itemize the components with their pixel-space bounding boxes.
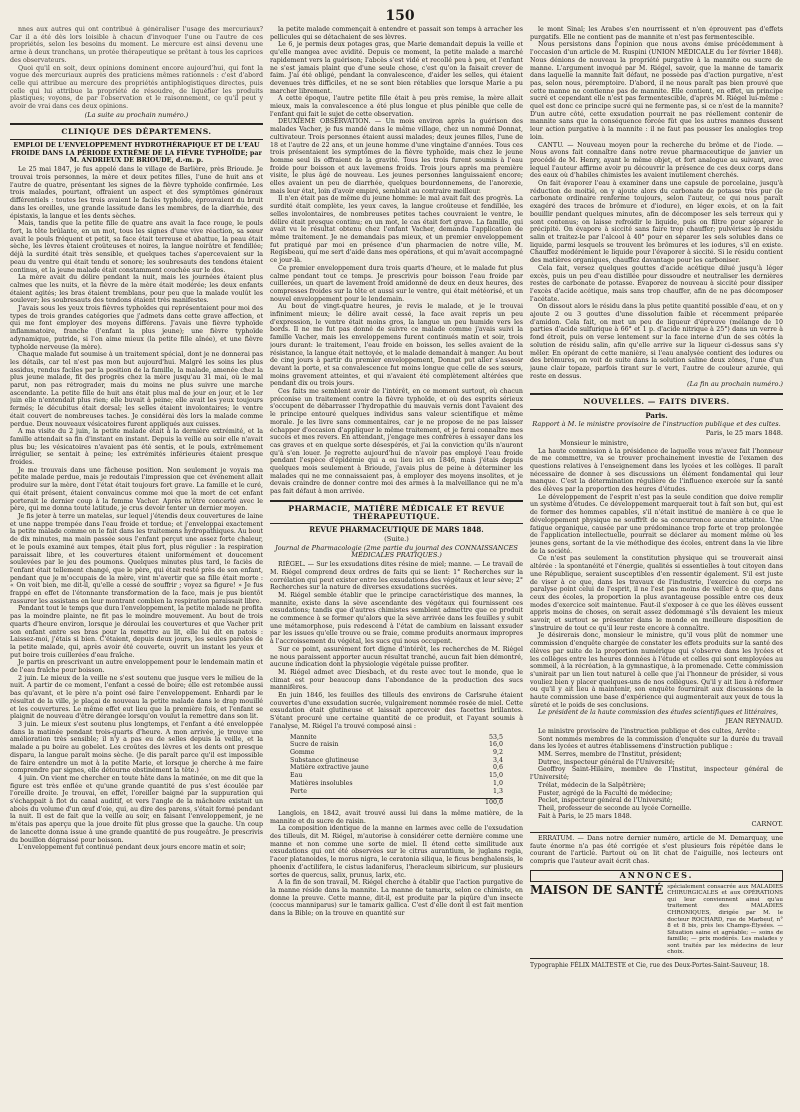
- paragraph: L'enveloppement fut continué pendant deux jours encore matin et soir;: [18, 844, 246, 852]
- paragraph: On fait évaporer l'eau à examiner dans une capsule de porcelaine, jusqu'à réduction de moitié, on y ajoute alors du carbonate de potasse très pur (le carbonate ordinaire renferme toujours, selon l'auteur, ce qui nous paraît exagéré des traces de brômure et d'iodure), en léger excès, et on la fait bouillir pendant quelques minutes, afin de décomposer les sels terreux qui y sont contenus; on laisse refroidir le liquide, puis on filtre pour séparer le précipité. On évapore à siccité sans faire trop chauffer; pulvérisez le résidu salin et traitez-le par l'alcool à 40° pour en séparer les sels solubles dans ce liquide, parmi lesquels se trouvent les brômures et les iodures, s'il en existe. Chauffez modérément le liquide pour l'évaporer à siccité. Si le résidu contient des matières organiques, chauffez davantage pour les carboniser.: [530, 180, 783, 265]
- table-row: [290, 749, 503, 757]
- paragraph: Fait à Paris, le 25 mars 1848.: [538, 812, 632, 820]
- table-cell-value: 1,3: [492, 787, 503, 795]
- section-title-pharmacie: PHARMACIE, MATIÈRE MÉDICALE ET REVUE THÉRAPEUTIQUE.: [288, 503, 505, 521]
- paragraph: Le développement de l'esprit n'est pas la seule condition que doive remplir un système d'études. Ce développement marquerait tout à fait son but, qui est de former des hommes capables, s'il n'était institué de manière à ce que le développement physique ne souffrît de sa concurrence aucune atteinte. Une fatigue organique, causée par une prédominance trop forte et trop prolongée de l'application intellectuelle, pourrait se déclarer au moment même où les jeunes gens, sortant de la vie méthodique des écoles, entrent dans la vie libre de la société.: [530, 493, 783, 555]
- paragraph: En juin 1846, les feuilles des tilleuls des environs de Carlsruhe étaient couvertes d'une exsudation sucrée, vulgairement nommée rosée de miel. Cette exsudation était glutineuse et laissait apercevoir des facettes brillantes. S'étant procuré une certaine quantité de ce produit, et l'ayant soumis à l'analyse, M. Riégel l'a trouvé composé ainsi :: [270, 692, 523, 730]
- paragraph: 3 juin. Le mieux s'est soutenu plus longtemps, et l'enfant a été enveloppée dans la matinée pendant trois-quarts d'heure. A mon arrivée, je trouve une amélioration très sensible; il n'y a pas eu de selles depuis la veille, et la malade a pu boire au gobelet. Les croûtes des lèvres et les dents ont presque disparu, la langue paraît moins sèche. (Je dis paraît parce qu'il est impossible de faire entendre un mot à la petite Marie, et lorsque je cherche à me faire comprendre par signes, elle détourne obstinément la tête.): [10, 720, 263, 775]
- divider: [530, 832, 783, 833]
- table-cell-name: Gomme: [290, 748, 315, 756]
- divider: [10, 123, 263, 125]
- paragraph: Fuster, agrégé de la Faculté de médecine;: [538, 789, 673, 797]
- revue-body: [270, 561, 523, 730]
- article-conclusion: [270, 388, 523, 496]
- erratum: ERRATUM. — Dans notre dernier numéro, article de M. Demarquay, une faute énorme n'a pas été corrigée et s'est plusieurs fois répétée dans le courant de l'article. Partout où on lit chat de l'aiguille, nos lecteurs ont compris que l'auteur avait écrit chas.: [530, 835, 783, 866]
- table-cell-value: 3,4: [492, 756, 503, 764]
- revue-body-end: [530, 26, 783, 380]
- table-cell-value: 9,2: [492, 748, 503, 756]
- section-title-nouvelles: NOUVELLES. — FAITS DIVERS.: [583, 397, 730, 407]
- table-cell-name: Sucre de raisin: [290, 741, 339, 749]
- table-cell-name: Mannite: [290, 733, 317, 741]
- paragraph: CANTU. — Nouveau moyen pour la recherche du brôme et de l'iode. — Nous avons fait connaître dans notre revue pharmaceutique de janvier un procédé de M. Henry, ayant le même objet, et fort analogue au suivant, avec lequel l'auteur affirme avoir pu découvrir la présence de ces deux corps dans des eaux où d'habiles chimistes les avaient inutilement cherchés.: [530, 141, 783, 180]
- rapport-date: Paris, le 25 mars 1848.: [705, 429, 783, 438]
- paragraph: M. Riégel semble établir que le principe caractéristique des mannes, la mannite, existe dans la sève ascendante des végétaux qui fournissent ces exsudations; tandis que d'autres chimistes semblent admettre que ce produit ne commence à se former qu'alors que la sève arrivée dans les feuilles y subit une métamorphose, puis redescend à l'état de cambium en laissant exsuder par les issues qu'elle trouve ou se fraie, comme produits anormaux impropres à l'accroissement du végétal, les sucs qui nous occupent.: [270, 591, 523, 646]
- table-row: [290, 741, 503, 749]
- paragraph: J'avais sous les yeux trois fièvres typhoïdes qui représentaient pour moi des types de trois grandes catégories que j'admets dans cette grave affection, et qui me font employer des moyens différens. J'avais une fièvre typhoïde inflammatoire, franche (l'enfant la plus jeune); une fièvre typhoïde adynamique, putride, si l'on aime mieux (la petite fille aînée), et une fièvre typhoïde nerveuse (la mère).: [10, 305, 263, 351]
- ads-banner: ANNONCES.: [530, 870, 783, 882]
- paragraph: Au bout de vingt-quatre heures, je revis le malade, et je le trouvai infiniment mieux; le délire avait cessé, la face avait repris un peu d'expression, le ventre était moins gros, la langue un peu humide vers les bords. Il ne me fut pas donné de suivre ce malade comme j'avais suivi la famille Vacher, mais les enveloppemens furent continués matin et soir, trois jours durant: le traitement, l'eau froide en boisson, les selles avaient de la résistance, la langue était nettoyée, et le malade demandait à manger. Au bout de cinq jours à partir du premier enveloppement, Donnat put aller s'asseoir devant la porte, et sa convalescence fut moins longue que celle de ses sœurs, moins gravement atteintes, et qui n'avaient été complètement altérées que pendant dix ou trois jours.: [270, 303, 523, 388]
- paragraph: RIÉGEL. — Sur les exsudations dites résine de miel; manne. — Le travail de M. Riégel comprend deux ordres de faits qui se lient: 1° Recherches sur la corrélation qui peut exister entre les exsudations des végétaux et leur sève; 2° Recherches sur la nature de diverses exsudations sucrées.: [270, 561, 523, 592]
- paragraph: On dissout alors le résidu dans la plus petite quantité possible d'eau, et on y ajoute 2 ou 3 gouttes d'une dissolution faible et récemment préparée d'amidon. Cela fait, on met un peu de liqueur d'épreuve (mélange de 10 parties d'acide sulfurique à 66° et 1 p. d'acide nitrique à 25°) dans un verre à fond étroit, puis on verse lentement sur la face interne d'un de ses côtés la solution de résidu salin, afin qu'elle arrive sur la liqueur ci-dessus sans s'y mêler. En opérant de cette manière, si l'eau analysée contient des iodures ou des brômures, on voit de suite dans la solution saline deux zônes, l'une d'un jaune clair topaze, parfois tirant sur le vert, l'autre de couleur azurée, qui reste en dessus.: [530, 303, 783, 380]
- paragraph: La haute commission à la présidence de laquelle vous m'avez fait l'honneur de me commettre, va se trouver prochainement investie de l'examen des questions relatives à l'enseignement dans les lycées et les collèges. Il paraît nécessaire de donner à ses discussions un élément fondamental qui leur manque. C'est la détermination régulière de l'influence exercée sur la santé des élèves par la proportion des heures d'études.: [530, 447, 783, 494]
- table-row: [290, 757, 503, 765]
- table-cell-value: 15,0: [488, 772, 503, 780]
- paragraph: le mont Sinaï; les Arabes s'en nourrissent et n'en éprouvent pas d'effets purgatifs. Elle ne contient pas de mannite et n'est pas fermentescible.: [530, 26, 783, 41]
- paragraph: Theil, professeur de seconde au lycée Corneille.: [538, 804, 692, 812]
- paragraph: La mère avait du délire pendant la nuit, mais les journées étaient plus calmes que les nuits, et la fièvre de la mère était modérée; les deux enfants étaient agités; les bras étaient tremblans, pour peu que la malade voulût les soulever; les soubresauts des tendons étaient très manifestes.: [10, 274, 263, 305]
- continued-note: (La fin au prochain numéro.): [687, 380, 783, 389]
- signer-reynaud: JEAN REYNAUD.: [725, 717, 783, 726]
- rapport-title: Rapport à M. le ministre provisoire de l'instruction publique et des cultes.: [532, 420, 781, 429]
- paragraph: Pendant tout le temps que dura l'enveloppement, la petite malade ne profita pas la moindre plainte, ne fit pas le moindre mouvement. Au bout de trois quarts d'heure environ, lorsque je déroulai les couvertures et que Vacher prit son enfant entre ses bras pour la remettre au lit, elle lui dit en patois : Laissez-moi, j'étais si bien. C'étaient, depuis deux jours, les seules paroles de la petite malade, qui, après avoir été couverte, ouvrit un instant les yeux et put boire trois cuillerées d'eau fraîche.: [10, 605, 263, 659]
- article-title: EMPLOI DE L'ENVELOPPEMENT HYDROTHÉRAPIQUE ET DE L'EAU FROIDE DANS LA PÉRIODE EXTRÊME DE LA FIÈVRE TYPHOÏDE; par M. ANDRIEUX DE BRIOUDE, d.-m. p.: [11, 141, 262, 164]
- table-cell-value: 0,6: [492, 764, 503, 772]
- signoff: Le président de la haute commission des études scientifiques et littéraires,: [538, 709, 778, 717]
- page-number: 150: [385, 8, 415, 24]
- continued-note: (La suite au prochain numéro.): [84, 110, 189, 119]
- divider: [530, 409, 783, 410]
- paragraph: Ce premier enveloppement dura trois quarts d'heure, et le malade fut plus calme pendant tout ce temps. Je prescrivis pour boisson l'eau froide par cuillerées, un quart de lavement froid amidonné de deux en deux heures, des compresses froides sur la tête et aussi sur le ventre, qui était météorisé, et un nouvel enveloppement pour le lendemain.: [270, 264, 523, 303]
- section-title-clinique: CLINIQUE DES DÉPARTEMENS.: [61, 127, 212, 137]
- paragraph: Sur ce point, assurément fort digne d'intérêt, les recherches de M. Riégel ne nous paraissent apporter aucun résultat tranché, aucun fait bien démontré, aucune indication dont la physiologie végétale puisse profiter.: [270, 645, 523, 669]
- paragraph: Je me trouvais dans une fâcheuse position. Non seulement je voyais ma petite malade perdue, mais je redoutais l'impression que cet événement allait produire sur la mère, dont l'état était toujours fort grave. La famille et le curé, qui était présent, étaient convaincus comme moi que la mort de cet enfant porterait le dernier coup à la femme Vacher. Après m'être concerté avec le père, qui me donna toute latitude, je crus devoir tenter un dernier moyen.: [10, 466, 263, 513]
- paragraph: Ces faits me semblent avoir de l'intérêt, en ce moment surtout, où chacun préconise un traitement contre la fièvre typhoïde, et où des esprits sérieux s'occupent de débarrasser l'hydropathie du mauvais vernis dont l'avaient des le principe entouré quelques individus sans valeur scientifique et même morale. Je les livre sans commentaires, car je ne propose de ne pas laisser échapper d'occasion d'appliquer le même traitement, et je ferai connaître mes succès et mes revers. En attendant, j'engage mes confrères à essayer dans les cas graves et en quelque sorte désespérés, et j'ai la conviction qu'ils n'auront qu'à s'en louer. Je regrette aujourd'hui de n'avoir pas employé l'eau froide pendant l'espèce d'épidémie qui a eu lieu ici en 1846, mais j'étais depuis quelques mois seulement à Brioude, j'avais plus de peine à déterminer les malades qui ne me connaissaient pas, à employer des moyens insolites, et je devais craindre de donner contre moi des armes à la malveillance qui ne m'a pas fait défaut à mon arrivée.: [270, 388, 523, 496]
- paragraph: Trélat, médecin de la Salpêtrière;: [538, 781, 646, 789]
- arrete-body: [530, 728, 783, 820]
- article-body: [10, 166, 263, 852]
- table-cell-value: 1,0: [492, 779, 503, 787]
- divider: [530, 393, 783, 395]
- paragraph: Nous persistons dans l'opinion que nous avons émise précédemment à l'occasion d'un article de M. Ruspini (UNION MÉDICALE du 1er février 1848). Nous dénions de nouveau la propriété purgative à la mannite ou sucre de manne. L'argument invoqué par M. Riégel, savoir, que la manne de tamarix dans laquelle la mannite fait défaut, ne possède pas d'action purgative, n'est pas, selon nous, péremptoire. D'abord, il ne nous paraît pas bien prouvé que cette manne ne contienne pas de mannite. Elle contient, en effet, un principe sucré et cependant elle n'est pas fermentescible, d'après M. Riégel lui-même : quel est donc ce principe sucré qui ne fermente pas, si ce n'est de la mannite? D'un autre côté, cette exsudation pourrait ne pas réellement contenir de mannite sans que la conséquence forcée fût que les autres mannes dussent leur action purgative à la mannite : il ne faut pas pousser les analogies trop loin.: [530, 41, 783, 141]
- paragraph: Je fis jeter à terre un matelas, sur lequel j'étendis deux couvertures de laine et une nappe trempée dans l'eau froide et tordue; et j'enveloppai exactement la petite malade comme on le fait dans les traitemens hydropathiques. Au bout de dix minutes, ma main passée sous l'enfant perçut une assez forte chaleur, et le pouls examiné aux tempes, était plus fort, plus régulier : la respiration paraissait libre, et les couvertures étaient uniformément et doucement soulevées par le jeu des poumons. Quelques minutes plus tard, le faciès de l'enfant était tellement changé, que le père, qui était resté près de son enfant, pendant que je m'occupais de la mère, vint m'avertir que sa fille était morte : « On voit bien, me dit-il, qu'elle a cessé de souffrir ; voyez sa figure! » Je fus frappé en effet de l'étonnante transformation de la face, mais je pus bientôt rassurer les assistans en leur montrant combien la respiration paraissait libre.: [10, 513, 263, 605]
- paragraph: Le 25 mai 1847, je fus appelé dans le village de Barlière, près Brioude. Je trouvai trois personnes, la mère et deux petites filles, l'une de huit ans et l'autre de quatre, présentant les signes de la fièvre typhoïde confirmée. Les trois malades, pourtant, offraient un aspect et des symptômes généraux différentiels : toutes les trois avaient le faciès typhoïde, éprouvaient du bruit dans les oreilles, une grande lassitude dans les membres, de la diarrhée, des épistaxis, la langue et les dents sèches.: [10, 166, 263, 220]
- table-row: [290, 788, 503, 796]
- paragraph: Je partis en prescrivant un autre enveloppement pour le lendemain matin et de l'eau fraîche pour boisson.: [10, 659, 263, 675]
- paragraph: La composition identique de la manne en larmes avec celle de l'exsudation des tilleuls, dit M. Riégel, m'autorise à considérer cette dernière comme une manne et non comme une sorte de miel. Il étend cette similitude aux exsudations qui ont été observées sur le citrus aurantium, le juglans regia, l'acer platanoides, le morus nigra, le ceratonia siliqua, le ficus benghalensis, le phoenix d'actilifera, le cistus ladaniferus, l'heracleum sibiricum, sur plusieurs sortes de quercus, salix, prunus, larix, etc.: [270, 825, 523, 879]
- paragraph: Geoffroy Saint-Hilaire, membre de l'Institut, inspecteur général de l'Université;: [530, 766, 783, 782]
- intro-paragraph: nnes aux autres qui ont contribué à généraliser l'usage des mercuriaux? Car il a été dès lors loisible à chacun d'invoquer l'une ou l'autre de ces propriétés, selon les besoins du moment. Le mercure est ainsi devenu une arme à deux tranchans, un protée thérapeutique se prêtant à tous les caprices des observateurs.: [10, 26, 263, 64]
- divider: [270, 500, 523, 502]
- table-cell-name: Substance glutineuse: [290, 756, 359, 764]
- paragraph: DEUXIÈME OBSERVATION. — Un mois environ après la guérison des malades Vacher, je fus mandé dans le même village, chez un nommé Donnat, cultivateur. Trois personnes étaient aussi malades; deux jeunes filles, l'une de 18 et l'autre de 22 ans, et un jeune homme d'une vingtaine d'années. Tous ces trois présentaient les symptômes de la fièvre typhoïde, mais chez le jeune homme seul ils offraient de la gravité. Tous les trois furent soumis à l'eau froide pour boisson et aux lavemens froids. Trois jours après ma première visite, le plus âgé de nouveau. Les jeunes personnes languissaient encore; elles avaient un peu de diarrhée, quelques bourdonnemens, de l'anorexie, mais leur état, loin d'avoir empiré, semblait au contraire meilleur.: [270, 118, 523, 195]
- journal-reference: Journal de Pharmacologie (2me partie du journal des CONNAISSANCES MÉDICALES PRATIQUES.): [275, 543, 518, 560]
- revue-suite: (Suite.): [384, 535, 409, 543]
- paragraph: Chaque malade fut soumise à un traitement spécial, dont je ne donnerai pas les détails, car tel n'est pas mon but aujourd'hui. Malgré les soins les plus assidus, rendus faciles par la position de la famille, la malade, amenée chez la plus jeune malade, fit des progrès chez la mère jusqu'au 31 mai, où le mal parut, non pas rétrograder, mais du moins ne plus suivre une marche ascendante. La petite fille de huit ans était plus mal de jour en jour, et le 1er juin elle n'entendait plus rien; elle buvait à peine; elle avait les yeux toujours fermés; le décubitus était dorsal; les selles étaient involontaires; le ventre était couvert de nombreuses taches. Je considérai dès lors la malade comme perdue. Deux nouveaux vésicatoires furent appliqués aux cuisses.: [10, 351, 263, 428]
- composition-table: [290, 734, 503, 796]
- table-cell-name: Perte: [290, 787, 307, 795]
- paragraph: A la fin de son travail, M. Riégel cherche à établir que l'action purgative de la manne réside dans la mannite. La manne de tamarix, selon ce chimiste, en donne la preuve. Cette manne, dit-il, est produite par la piqûre d'un insecte (coccus manniparus) sur le tamarix gallica. C'est d'elle dont il est fait mention dans la Bible; on la trouve en quantité sur: [270, 879, 523, 918]
- paragraph: Il n'en était pas de même du jeune homme: le mal avait fait des progrès. La surdité était complète, les yeux caves, la langue croûteuse et fendillée, les selles involontaires, de nombreuses petites taches couvraient le ventre, le délire était presque continu; en un mot, le cas était fort grave. La famille, qui avait vu le résultat obtenu chez l'enfant Vacher, demanda l'application de même traitement. Je ne demandais pas mieux, et un premier enveloppement fut pratiqué par moi en présence d'un pharmacien de notre ville, M. Regisbeau, qui me sert d'aide dans mes opérations, et qui m'avait accompagné ce jour-là.: [270, 195, 523, 265]
- paragraph: Cela fait, versez quelques gouttes d'acide acétique dilué jusqu'à léger excès, puis un peu d'eau distillée pour dissoudre et neutraliser les dernières restes de carbonate de potasse. Évaporez de nouveau à siccité pour dissiper l'excès d'acide acétique, mais sans trop chauffer, afin de ne pas décomposer l'acétate.: [530, 264, 783, 303]
- paragraph: 4 juin. On vient me chercher en toute hâte dans la matinée, on me dit que la figure est très enflée et qu'une grande quantité de pus s'est écoulée par l'oreille droite. Je trouvai, en effet, l'oreiller baigné par la suppuration qui s'échappait à flot du canal auditif, et vers l'angle de la mâchoire existait un abcès du volume d'un œuf d'oie, qui, au dire des parens, s'était formé pendant la nuit. Il est de fait que la veille au soir, en faisant l'enveloppement, je ne m'étais pas aperçu que la joue droite fût plus grosse que la gauche. Un coup de lancette donna issue à une grande quantité de pus rougeâtre. Je prescrivis du bouillon dégraissé pour boisson.: [10, 774, 263, 844]
- ad-title: MAISON DE SANTÉ: [530, 882, 664, 897]
- dateline: Paris.: [645, 410, 668, 420]
- table-row: [290, 772, 503, 780]
- table-row: [290, 780, 503, 788]
- table-cell-name: Matières insolubles: [290, 779, 353, 787]
- paragraph: Ce n'est pas seulement la constitution physique qui se trouverait ainsi altérée : la spontanéité et l'énergie, qualités si essentielles à tout citoyen dans une République, seraient susceptibles d'en ressentir également. S'il est juste de viser à ce que, dans les travaux de l'industrie, l'exercice du corps ne paralyse point celui de l'esprit, il ne l'est pas moins de veiller à ce que, dans ceux des écoles, la proportion la plus avantageuse possible entre ces deux modes d'exercice soit maintenue. Faut-il s'exposer à ce que les élèves eussent appris moins de choses, on serait assez dédommagé s'ils devaient les mieux savoir, et surtout se présenter dans le monde en meilleure disposition de s'instruire de tout ce qu'il leur reste encore à connaître.: [530, 555, 783, 632]
- paragraph: Dutrec, inspecteur général de l'Université;: [538, 758, 675, 766]
- paragraph: Le ministre provisoire de l'instruction publique et des cultes, Arrête :: [538, 727, 760, 735]
- table-cell-value: 53,5: [488, 733, 503, 741]
- paragraph: A cette époque, l'autre petite fille était à peu près remise, la mère allait mieux, mais la convalescence a été plus longue et plus pénible que celle de l'enfant qui fait le sujet de cette observation.: [270, 95, 523, 118]
- rapport-body: [530, 448, 783, 710]
- article-body-continued: [270, 26, 523, 388]
- table-cell-value: 16,0: [488, 741, 503, 749]
- paragraph: Le 6, je permis deux potages gras, que Marie demandait depuis la veille et qu'elle mangea avec avidité. Depuis ce moment, la petite malade a marché rapidement vers la guérison; l'abcès s'est vidé et recollé peu à peu, et l'enfant ne s'est jamais plaint que d'une seule chose, c'est qu'on la faisait crever de faim. J'ai été obligé, pendant la convalescence, d'aider les selles, qui étaient devenues très difficiles, et ne se sont bien rétablies que lorsque Marie a pu marcher librement.: [270, 41, 523, 95]
- column-2: [270, 26, 523, 1096]
- advertisement: [530, 884, 783, 960]
- revue-title: REVUE PHARMACEUTIQUE DE MARS 1848.: [309, 525, 484, 535]
- table-row: [290, 734, 503, 742]
- divider: [10, 139, 263, 140]
- paragraph: MM. Serres, membre de l'Institut, président;: [538, 750, 682, 758]
- paragraph: Peclet, inspecteur général de l'Université;: [538, 797, 673, 805]
- intro-paragraph-2: Quoi qu'il en soit, deux opinions dominent encore aujourd'hui, qui font la vogue des mercuriaux auprès des praticiens mêmes rationnels : c'est d'abord celle qui attribue au mercure des propriétés antiphlogistiques directes, puis celle qui lui attribue la propriété de résoudre, de liquéfier les produits plastiques; voyons, de par l'observation et le raisonnement, ce qu'il peut y avoir de vrai dans ces deux opinions.: [10, 64, 263, 111]
- table-total: 100,0: [290, 798, 503, 807]
- paragraph: M. Riégel admet avec Diesbach, et du reste avec tout le monde, que le climat est pour beaucoup dans l'abondance de la production des sucs mannifères.: [270, 668, 523, 692]
- paragraph: la petite malade commençait à entendre et passait son temps à arracher les pellicules qui se détachaient de ses lèvres.: [270, 26, 523, 41]
- paragraph: Sont nommés membres de la commission d'enquête sur la durée du travail dans les lycées et autres établissemens d'instruction publique :: [530, 735, 783, 751]
- paragraph: Langlois, en 1842, avait trouvé aussi lui dans la même matière, de la mannite et du sucre de raisin.: [270, 809, 523, 825]
- table-cell-name: Eau: [290, 772, 303, 780]
- column-1: [10, 26, 263, 1096]
- table-cell-name: Matière extractive jaune: [290, 764, 369, 772]
- ad-text: spécialement consacrée aux MALADIES CHIRURGICALES et aux OPÉRATIONS qui leur conviennent ainsi qu'au traitement des MALADIES CHRONIQUES, dirigée par M. le docteur ROCHARD, rue de Marbeuf, n° 8 et 8 bis, près les Champs-Élysées. — Situation saine et agréable; — soins de famille; — prix modérés. Les malades y sont traités par les médecins de leur choix.: [667, 883, 783, 956]
- paragraph: Mais, tandis que la petite fille de quatre ans avait la face rouge, le pouls fort, la tête brûlante, en un mot, tous les signes d'une vive réaction, sa sœur avait le pouls fréquent et petit, sa face était terreuse et abattue, la peau était sèche, les lèvres étaient croûteuses et noires, la langue noirâtre et fendillée; déjà la surdité était très sensible, et quelques taches s'apercevaient sur la peau du ventre qui était tendu et sonore; les soubresauts des tendons étaient continus, et la jeune malade était constamment couchée sur le dos.: [10, 220, 263, 274]
- paragraph: 2 juin. Le mieux de la veille ne s'est soutenu que jusque vers le milieu de la nuit. A partir de ce moment, l'enfant a cessé de boire; elle est retombée aussi bas qu'avant, et le père n'a point osé faire l'enveloppement. Enhardi par le résultat de la ville, je plaçai de nouveau la petite malade dans le drap mouillé et les couvertures. Le même effet eut lieu que la première fois, et l'enfant se plaignit de nouveau d'être dérangée lorsqu'on voulut la remettre dans son lit.: [10, 674, 263, 721]
- table-row: [290, 764, 503, 772]
- paragraph: A ma visite du 2 juin, la petite malade était à la dernière extrémité, et la famille attendait sa fin d'instant en instant. Depuis la veille au soir elle n'avait plus bu; les vésicatoires n'avaient pas été sentis, et le pouls, extrêmement irrégulier, se sentait à peine; les extrémités inférieures étaient presque froides.: [10, 428, 263, 467]
- signer-carnot: CARNOT.: [751, 820, 783, 829]
- column-3: [530, 26, 783, 1096]
- salutation: Monsieur le ministre,: [560, 439, 629, 447]
- printer-imprint: Typographie FÉLIX MALTESTE et Cie, rue des Deux-Portes-Saint-Sauveur, 18.: [530, 962, 770, 970]
- paragraph: Je désirerais donc, monsieur le ministre, qu'il vous plût de nommer une commission d'enquête chargée de constater les effets produits sur la santé des élèves par suite de la proportion numérique qui s'observe dans les lycées et les collèges entre les heures données à l'étude et celles qui sont employées au sommeil, à la récréation, à la gymnastique, à la promenade. Cette commission s'unirait par un lien tout naturel à celle que j'ai l'honneur de présider, si vous vouliez bien y placer quelques-uns de nos collègues. Qu'il y ait lieu à réformer ou qu'il y ait lieu à maintenir, son enquête fournirait aux discussions de la haute commission une base d'expérience qui augmenterait aux yeux de tous la sûreté et le poids de ses conclusions.: [530, 632, 783, 709]
- divider: [270, 523, 523, 524]
- revue-body-continued: [270, 810, 523, 918]
